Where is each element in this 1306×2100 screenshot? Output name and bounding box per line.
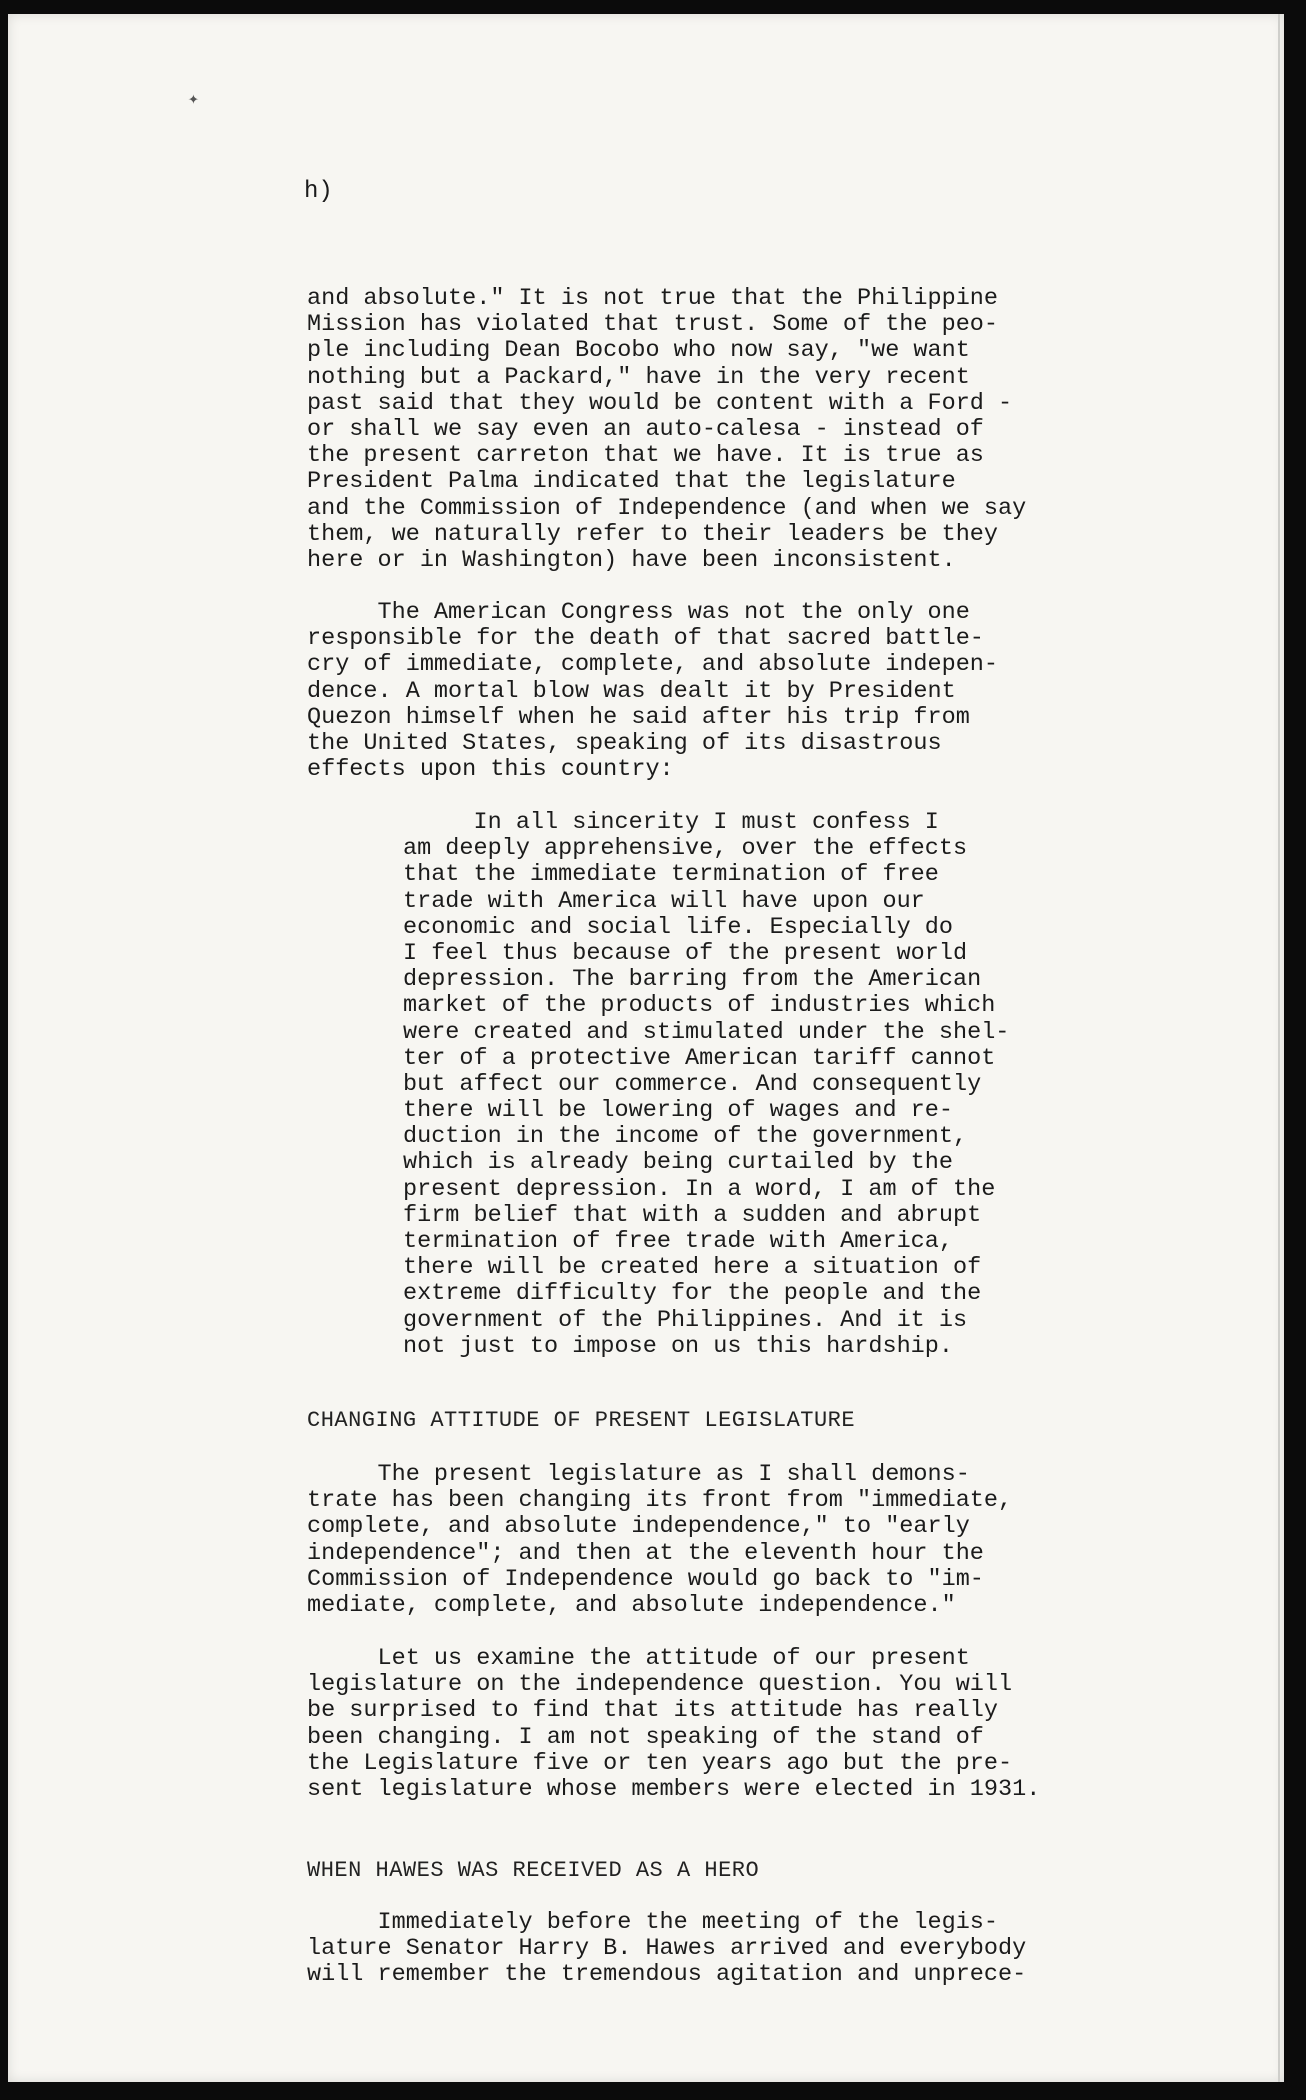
quote-line: ter of a protective American tariff cannot [403, 1044, 996, 1072]
text-line: President Palma indicated that the legislature [307, 468, 956, 496]
quote-line: In all sincerity I must confess I [403, 809, 939, 836]
block-quote [403, 810, 1009, 1360]
text-line: Immediately before the meeting of the legis- [307, 1909, 999, 1936]
text-line: and the Commission of Independence (and when we say [307, 494, 1027, 522]
page-marker: h) [304, 178, 333, 205]
text-line: the present carreton that we have. It is true as [307, 442, 984, 470]
text-line: be surprised to find that its attitude has really [307, 1697, 999, 1725]
quote-line: trade with America will have upon our [403, 887, 925, 915]
quote-line: am deeply apprehensive, over the effects [403, 835, 968, 863]
quote-line: that the immediate termination of free [403, 861, 939, 889]
paragraph-3 [307, 1462, 1012, 1619]
text-line: here or in Washington) have been inconsistent. [307, 546, 956, 574]
text-line: legislature on the independence question. You will [307, 1671, 1013, 1699]
text-line: will remember the tremendous agitation and unprece- [307, 1961, 1027, 1989]
text-line: and absolute." It is not true that the Philippine [307, 285, 999, 312]
text-line: responsible for the death of that sacred battle- [307, 625, 984, 653]
paragraph-2 [307, 600, 998, 783]
text-line: Let us examine the attitude of our present [307, 1645, 970, 1672]
text-line: effects upon this country: [307, 756, 674, 784]
scan-speck-mark: ✦ [188, 88, 199, 109]
quote-line: depression. The barring from the American [403, 966, 982, 994]
quote-line: economic and social life. Especially do [403, 913, 953, 941]
text-line: them, we naturally refer to their leaders be they [307, 520, 999, 548]
quote-line: market of the products of industries which [403, 992, 996, 1020]
text-line: complete, and absolute independence," to "early [307, 1513, 970, 1541]
text-line: the United States, speaking of its disastrous [307, 729, 942, 757]
quote-line: but affect our commerce. And consequently [403, 1070, 982, 1098]
paragraph-1 [307, 286, 1026, 574]
text-line: trate has been changing its front from "immediate, [307, 1487, 1013, 1515]
text-line: The present legislature as I shall demons- [307, 1461, 970, 1488]
text-line: been changing. I am not speaking of the stand of [307, 1723, 984, 1751]
text-line: mediate, complete, and absolute independence." [307, 1591, 956, 1619]
quote-line: termination of free trade with America, [403, 1228, 953, 1255]
page-edge [1278, 14, 1280, 2082]
quote-line: were created and stimulated under the shel- [403, 1018, 1010, 1046]
quote-line: duction in the income of the government, [403, 1123, 968, 1151]
text-line: The American Congress was not the only one [307, 599, 970, 626]
paragraph-4 [307, 1646, 1040, 1803]
text-line: lature Senator Harry B. Hawes arrived and everybody [307, 1935, 1027, 1963]
quote-line: there will be created here a situation of [403, 1254, 982, 1282]
quote-line: extreme difficulty for the people and the [403, 1280, 982, 1308]
text-line: Mission has violated that trust. Some of the peo- [307, 311, 999, 339]
quote-line: I feel thus because of the present world [403, 939, 968, 967]
text-line: Commission of Independence would go back to "im- [307, 1565, 984, 1593]
paragraph-5 [307, 1910, 1026, 1989]
quote-line: firm belief that with a sudden and abrupt [403, 1201, 982, 1229]
text-line: Quezon himself when he said after his trip from [307, 703, 970, 731]
quote-line: not just to impose on us this hardship. [403, 1332, 953, 1360]
text-line: cry of immediate, complete, and absolute indepen- [307, 651, 999, 679]
text-line: past said that they would be content with a Ford - [307, 389, 1013, 417]
quote-line: there will be lowering of wages and re- [403, 1097, 953, 1125]
section-heading: CHANGING ATTITUDE OF PRESENT LEGISLATURE [307, 1408, 856, 1433]
text-line: or shall we say even an auto-calesa - instead of [307, 415, 984, 443]
text-line: dence. A mortal blow was dealt it by President [307, 677, 956, 705]
quote-line: government of the Philippines. And it is [403, 1306, 968, 1334]
text-line: nothing but a Packard," have in the very recent [307, 363, 970, 391]
section-heading: WHEN HAWES WAS RECEIVED AS A HERO [307, 1858, 760, 1883]
text-line: sent legislature whose members were elected in 1931. [307, 1775, 1041, 1803]
quote-line: which is already being curtailed by the [403, 1149, 953, 1177]
quote-line: present depression. In a word, I am of the [403, 1175, 996, 1203]
text-line: independence"; and then at the eleventh hour the [307, 1539, 984, 1567]
text-line: ple including Dean Bocobo who now say, "we want [307, 337, 970, 365]
text-line: the Legislature five or ten years ago but the pre- [307, 1749, 1013, 1777]
